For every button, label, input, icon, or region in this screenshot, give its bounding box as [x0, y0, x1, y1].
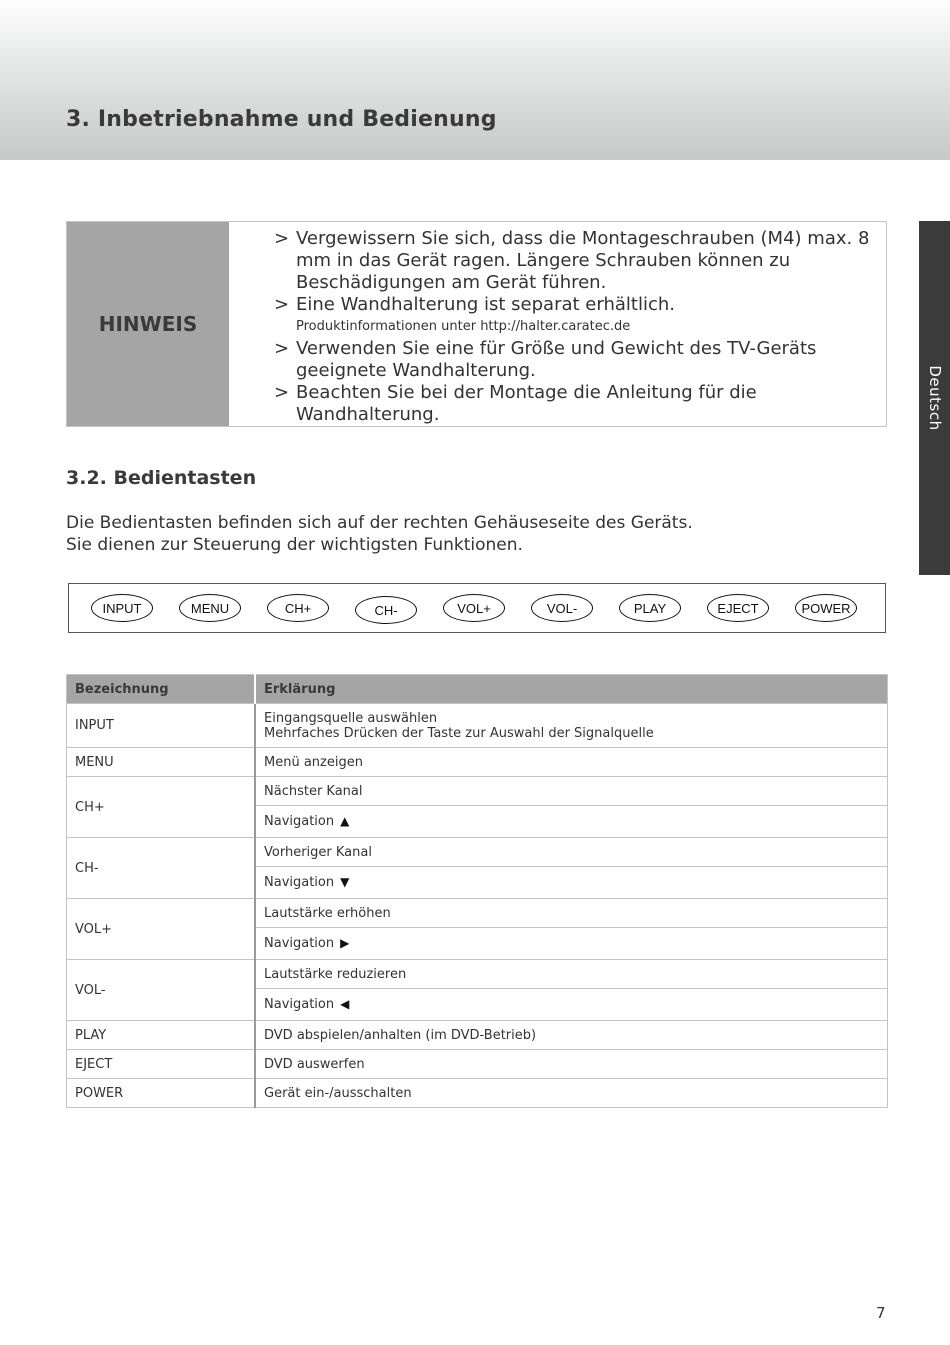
device-button-panel: [68, 583, 886, 633]
device-button-power: POWER: [795, 594, 857, 622]
hint-item: [274, 228, 874, 294]
page-number: 7: [876, 1304, 886, 1322]
hint-item: [274, 294, 874, 338]
table-row: [67, 1050, 888, 1079]
section-intro: [66, 512, 886, 556]
key-name: VOL-: [67, 960, 256, 1021]
hint-item: [274, 382, 874, 426]
key-description: Gerät ein-/ausschalten: [255, 1079, 888, 1108]
key-description: DVD abspielen/anhalten (im DVD-Betrieb): [255, 1021, 888, 1050]
hint-marker: >: [274, 382, 290, 403]
key-description: Lautstärke erhöhen: [255, 899, 888, 928]
table-row: [67, 838, 888, 867]
device-button-ch-minus: CH-: [355, 596, 417, 624]
triangle-right-icon: ▶: [340, 936, 350, 950]
description-line: Mehrfaches Drücken der Taste zur Auswahl der Signalquelle: [264, 725, 654, 741]
section-title: 3.2. Bedientasten: [66, 467, 257, 489]
table-row: [67, 899, 888, 928]
key-name: PLAY: [67, 1021, 256, 1050]
intro-line: Sie dienen zur Steuerung der wichtigsten Funktionen.: [66, 535, 523, 555]
navigation-label: Navigation: [264, 997, 335, 1012]
table-row: [67, 960, 888, 989]
hint-marker: >: [274, 294, 290, 315]
hint-box: [66, 221, 887, 427]
hint-item-text: Vergewissern Sie sich, dass die Montageschrauben (M4) max. 8 mm in das Gerät ragen. Längere Schrauben können zu Beschädigungen am Gerät führen.: [296, 228, 870, 293]
table-row: [67, 1021, 888, 1050]
language-tab-label: Deutsch: [925, 365, 944, 431]
key-navigation: [255, 867, 888, 899]
hint-marker: >: [274, 338, 290, 359]
navigation-label: Navigation: [264, 936, 335, 951]
table-row: [67, 704, 888, 748]
key-name: INPUT: [67, 704, 256, 748]
language-tab: [919, 221, 950, 575]
hint-marker: >: [274, 228, 290, 249]
table-row: [67, 777, 888, 806]
key-name: VOL+: [67, 899, 256, 960]
key-description: Lautstärke reduzieren: [255, 960, 888, 989]
hint-item-subtext: Produktinformationen unter http://halter.caratec.de: [296, 319, 631, 334]
page-title: 3. Inbetriebnahme und Bedienung: [66, 107, 497, 132]
key-description: Menü anzeigen: [255, 748, 888, 777]
key-name: CH+: [67, 777, 256, 838]
header-band: [0, 0, 950, 160]
table-row: [67, 1079, 888, 1108]
hint-item: [274, 338, 874, 382]
intro-line: Die Bedientasten befinden sich auf der rechten Gehäuseseite des Geräts.: [66, 513, 693, 533]
description-line: Eingangsquelle auswählen: [264, 710, 438, 726]
column-header-description: Erklärung: [255, 675, 888, 704]
device-button-play: PLAY: [619, 594, 681, 622]
hint-label: HINWEIS: [67, 222, 229, 426]
navigation-label: Navigation: [264, 814, 335, 829]
navigation-label: Navigation: [264, 875, 335, 890]
table-header-row: [67, 675, 888, 704]
device-button-vol-plus: VOL+: [443, 594, 505, 622]
triangle-left-icon: ◀: [340, 997, 350, 1011]
key-table: [66, 674, 888, 1108]
device-button-vol-minus: VOL-: [531, 594, 593, 622]
key-name: POWER: [67, 1079, 256, 1108]
key-name: MENU: [67, 748, 256, 777]
hint-list: [274, 228, 874, 426]
triangle-up-icon: ▲: [340, 814, 350, 828]
key-name: EJECT: [67, 1050, 256, 1079]
key-description: Vorheriger Kanal: [255, 838, 888, 867]
hint-item-text: Verwenden Sie eine für Größe und Gewicht des TV-Geräts geeignete Wandhalterung.: [296, 338, 817, 381]
column-header-name: Bezeichnung: [67, 675, 256, 704]
key-description: Nächster Kanal: [255, 777, 888, 806]
device-button-ch-plus: CH+: [267, 594, 329, 622]
key-description: [255, 704, 888, 748]
table-row: [67, 748, 888, 777]
hint-item-text: Beachten Sie bei der Montage die Anleitung für die Wandhalterung.: [296, 382, 757, 425]
triangle-down-icon: ▼: [340, 875, 350, 889]
key-navigation: [255, 806, 888, 838]
device-button-eject: EJECT: [707, 594, 769, 622]
key-navigation: [255, 928, 888, 960]
key-name: CH-: [67, 838, 256, 899]
key-description: DVD auswerfen: [255, 1050, 888, 1079]
device-button-input: INPUT: [91, 594, 153, 622]
device-button-menu: MENU: [179, 594, 241, 622]
key-navigation: [255, 989, 888, 1021]
hint-item-text: Eine Wandhalterung ist separat erhältlich.: [296, 294, 675, 315]
